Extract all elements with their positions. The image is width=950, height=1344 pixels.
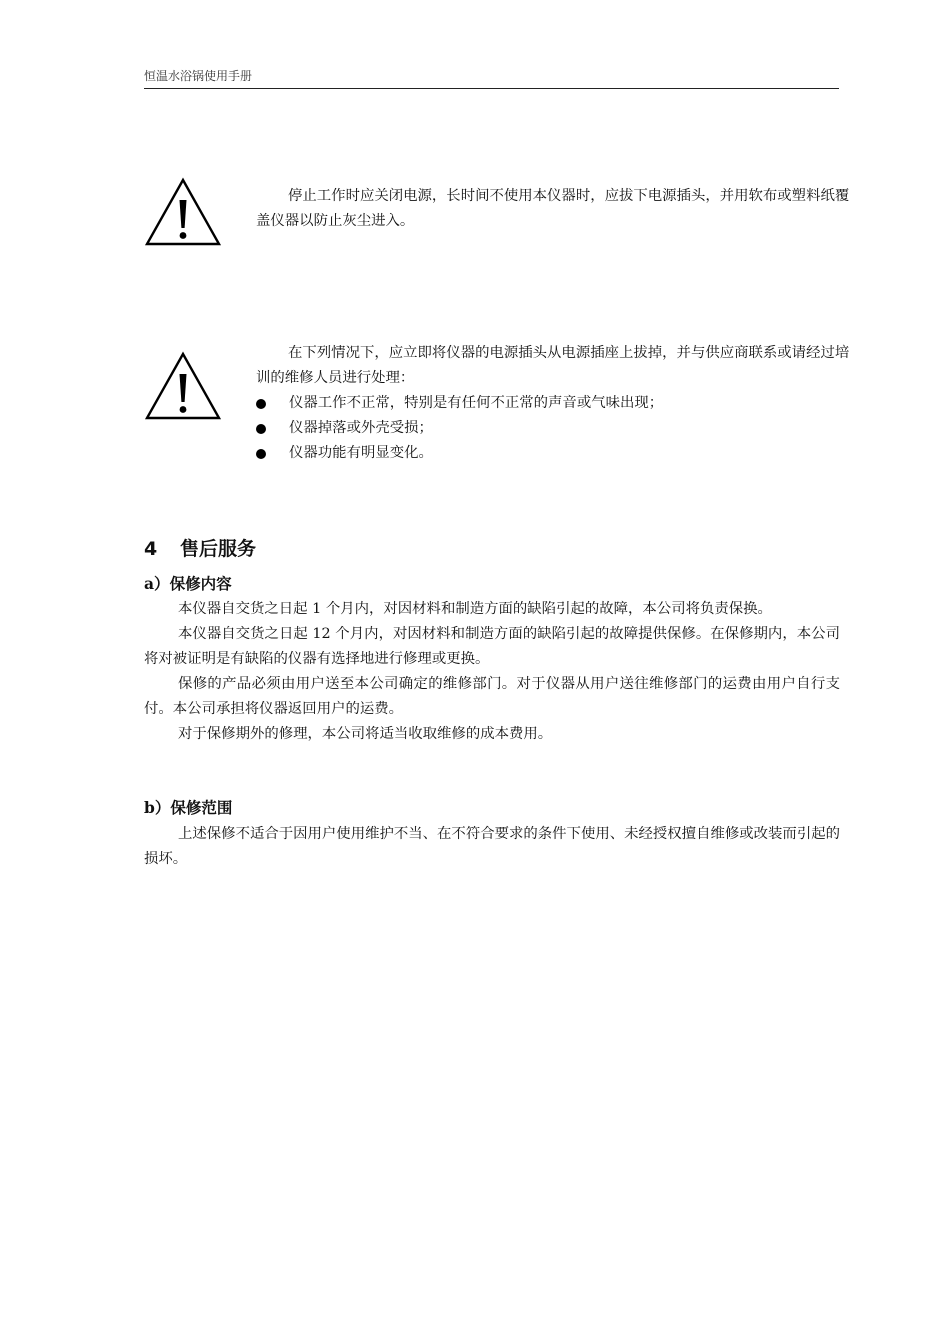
warning-block-power-off (256, 184, 850, 234)
bullet-dot-icon (256, 399, 266, 409)
warranty-content-body (144, 597, 840, 747)
section-number: 4 (144, 538, 158, 560)
warranty-scope-body (144, 822, 840, 872)
warning-bullet-list (256, 391, 850, 466)
section-heading (144, 535, 256, 563)
bullet-item (256, 441, 850, 466)
body-paragraph: 本仪器自交货之日起 1 个月内，对因材料和制造方面的缺陷引起的故障，本公司将负责保换。 (178, 601, 772, 617)
page-header (144, 67, 839, 89)
subsection-heading-warranty-content (144, 573, 232, 595)
subsection-title: 保修内容 (169, 575, 232, 593)
header-title: 恒温水浴锅使用手册 (144, 69, 253, 83)
bullet-dot-icon (256, 449, 266, 459)
body-paragraph: 上述保修不适合于因用户使用维护不当、在不符合要求的条件下使用、未经授权擅自维修或改装而引起的损坏。 (144, 826, 840, 867)
body-paragraph: 保修的产品必须由用户送至本公司确定的维修部门。对于仪器从用户送往维修部门的运费由用户自行支付。本公司承担将仪器返回用户的运费。 (144, 676, 840, 717)
section-title: 售后服务 (180, 538, 257, 560)
bullet-dot-icon (256, 424, 266, 434)
subsection-heading-warranty-scope (144, 797, 232, 819)
subsection-letter: a (144, 574, 155, 593)
bullet-text: 仪器掉落或外壳受损； (289, 420, 433, 436)
body-paragraph: 对于保修期外的修理，本公司将适当收取维修的成本费用。 (178, 726, 553, 742)
bullet-text: 仪器工作不正常，特别是有任何不正常的声音或气味出现； (289, 395, 664, 411)
warning-paragraph: 停止工作时应关闭电源，长时间不使用本仪器时，应拔下电源插头，并用软布或塑料纸覆盖仪器以防止灰尘进入。 (256, 188, 850, 229)
subsection-bracket: ） (154, 575, 170, 593)
subsection-letter: b (144, 798, 155, 817)
subsection-bracket: ） (154, 799, 171, 817)
warning-triangle-icon (144, 177, 222, 247)
bullet-text: 仪器功能有明显变化。 (289, 445, 433, 461)
body-paragraph: 本仪器自交货之日起 12 个月内，对因材料和制造方面的缺陷引起的故障提供保修。在保修期内，本公司将对被证明是有缺陷的仪器有选择地进行修理或更换。 (144, 626, 840, 667)
bullet-item (256, 391, 850, 416)
warning-triangle-icon (144, 351, 222, 421)
bullet-item (256, 416, 850, 441)
warning-paragraph: 在下列情况下，应立即将仪器的电源插头从电源插座上拔掉，并与供应商联系或请经过培训的维修人员进行处理： (256, 345, 850, 386)
warning-block-unplug (256, 341, 850, 466)
subsection-title: 保修范围 (170, 799, 233, 817)
